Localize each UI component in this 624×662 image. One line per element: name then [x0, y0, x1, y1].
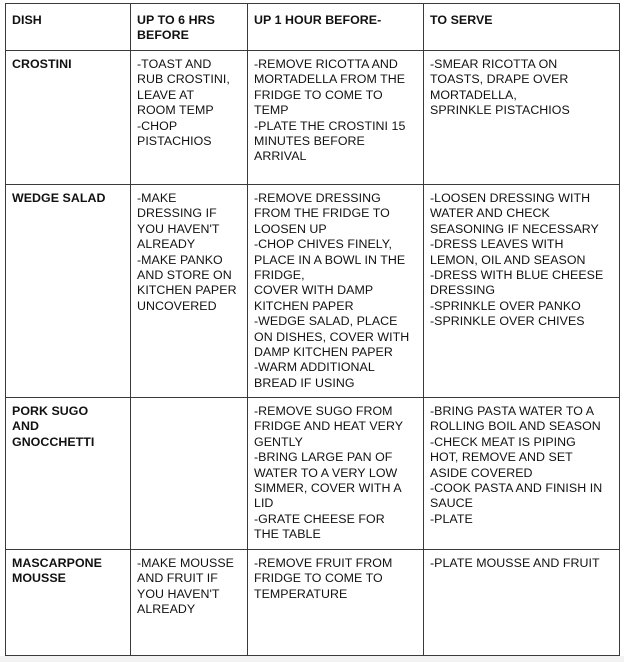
header-to-serve — [424, 4, 620, 51]
header-dish-label: DISH — [12, 13, 42, 27]
up-1-hour-text: -REMOVE SUGO FROM FRIDGE AND HEAT VERY GENTLY -BRING LARGE PAN OF WATER TO A VERY LOW SIMMER, COVER WITH A LID -GRATE CHEESE FOR THE TABLE — [254, 404, 404, 542]
header-up-1-hour-label: UP 1 HOUR BEFORE- — [254, 13, 382, 27]
table-row — [6, 398, 620, 550]
to-serve-text: -LOOSEN DRESSING WITH WATER AND CHECK SEASONING IF NECESSARY -DRESS LEAVES WITH LEMON, OIL AND SEASON -DRESS WITH BLUE CHEESE DRESSING -SPRINKLE OVER PANKO -SPRINKLE OVER CHIVES — [430, 191, 604, 329]
page-bottom-edge — [0, 656, 624, 662]
header-dish — [6, 4, 131, 51]
up-1-hour-text: -REMOVE RICOTTA AND MORTADELLA FROM THE FRIDGE TO COME TO TEMP -PLATE THE CROSTINI 15 MINUTES BEFORE ARRIVAL — [254, 57, 406, 164]
header-up-1-hour — [248, 4, 424, 51]
to-serve-text: -SMEAR RICOTTA ON TOASTS, DRAPE OVER MORTADELLA, SPRINKLE PISTACHIOS — [430, 57, 570, 118]
dish-cell — [6, 185, 131, 398]
header-up-to-6-hrs — [131, 4, 248, 51]
up-to-6-hrs-cell — [131, 550, 248, 656]
up-to-6-hrs-cell — [131, 185, 248, 398]
to-serve-cell — [424, 550, 620, 656]
dish-cell — [6, 550, 131, 656]
table-row — [6, 185, 620, 398]
up-1-hour-cell — [248, 550, 424, 656]
up-to-6-hrs-cell — [131, 51, 248, 185]
dish-name: PORK SUGO AND GNOCCHETTI — [12, 404, 95, 449]
header-row — [6, 4, 620, 51]
up-1-hour-cell — [248, 51, 424, 185]
dish-name: CROSTINI — [12, 57, 72, 71]
to-serve-cell — [424, 398, 620, 550]
up-to-6-hrs-text: -MAKE MOUSSE AND FRUIT IF YOU HAVEN'T ALREADY — [137, 556, 234, 617]
dish-cell — [6, 51, 131, 185]
to-serve-text: -BRING PASTA WATER TO A ROLLING BOIL AND SEASON -CHECK MEAT IS PIPING HOT, REMOVE AND SET ASIDE COVERED -COOK PASTA AND FINISH IN SAUCE -PLATE — [430, 404, 603, 526]
header-up-to-6-hrs-label: UP TO 6 HRS BEFORE — [137, 13, 215, 43]
up-to-6-hrs-cell — [131, 398, 248, 550]
dish-cell — [6, 398, 131, 550]
up-1-hour-text: -REMOVE FRUIT FROM FRIDGE TO COME TO TEMPERATURE — [254, 556, 393, 601]
up-to-6-hrs-text: -MAKE DRESSING IF YOU HAVEN'T ALREADY -MAKE PANKO AND STORE ON KITCHEN PAPER UNCOVERED — [137, 191, 237, 313]
dish-name: MASCARPONE MOUSSE — [12, 556, 102, 586]
to-serve-cell — [424, 51, 620, 185]
up-1-hour-text: -REMOVE DRESSING FROM THE FRIDGE TO LOOSEN UP -CHOP CHIVES FINELY, PLACE IN A BOWL IN THE FRIDGE, COVER WITH DAMP KITCHEN PAPER -WEDGE SALAD, PLACE ON DISHES, COVER WITH DAMP KITCHEN PAPER -WARM ADDITIONAL BREAD IF USING — [254, 191, 410, 390]
up-1-hour-cell — [248, 185, 424, 398]
table-row — [6, 550, 620, 656]
table-row — [6, 51, 620, 185]
prep-schedule-table — [5, 3, 620, 656]
dish-name: WEDGE SALAD — [12, 191, 106, 205]
up-1-hour-cell — [248, 398, 424, 550]
header-to-serve-label: TO SERVE — [430, 13, 493, 27]
up-to-6-hrs-text: -TOAST AND RUB CROSTINI, LEAVE AT ROOM TEMP -CHOP PISTACHIOS — [137, 57, 230, 149]
to-serve-text: -PLATE MOUSSE AND FRUIT — [430, 556, 600, 570]
to-serve-cell — [424, 185, 620, 398]
